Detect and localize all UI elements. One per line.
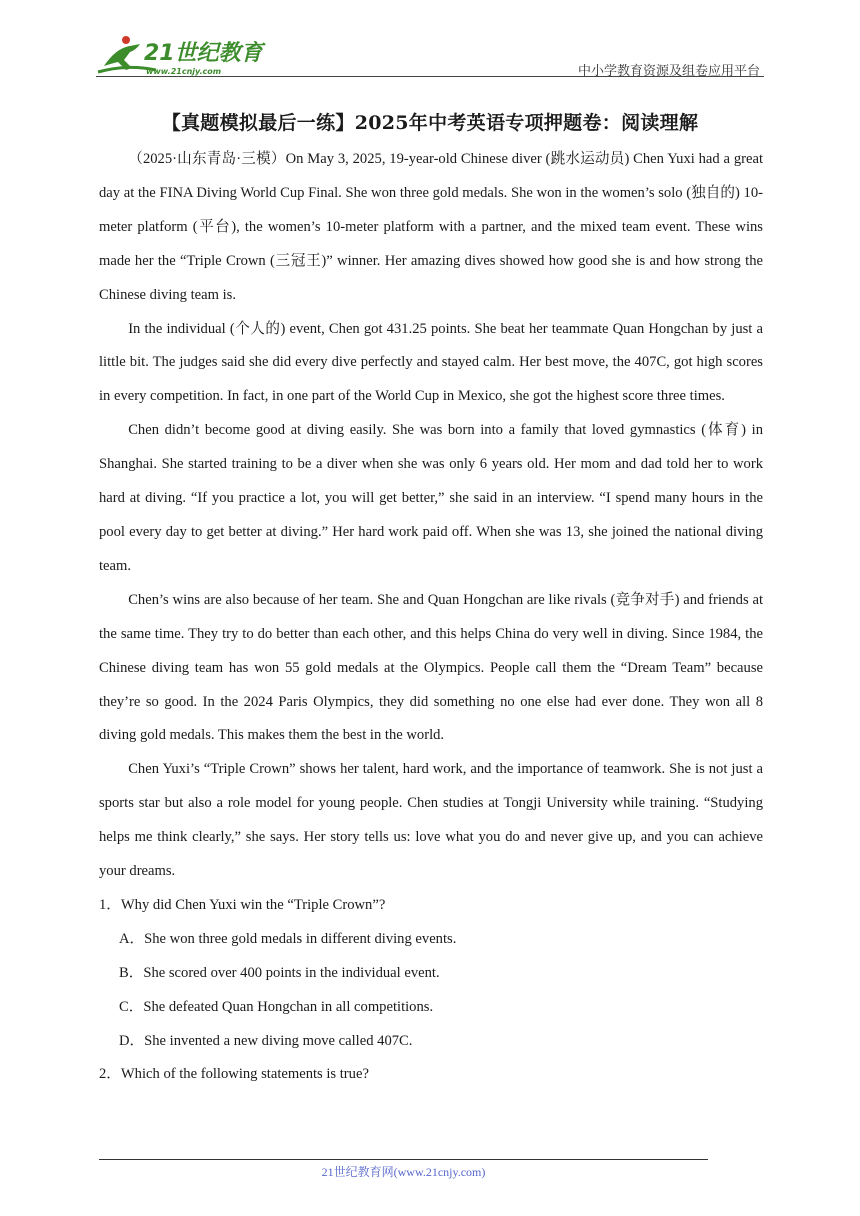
option-c[interactable]: C．She defeated Quan Hongchan in all competitions. bbox=[119, 998, 434, 1015]
site-logo[interactable] bbox=[96, 34, 266, 76]
question-1: 1．Why did Chen Yuxi win the “Triple Crown”? bbox=[99, 896, 386, 913]
header-platform-text: 中小学教育资源及组卷应用平台 bbox=[577, 64, 760, 79]
header-divider bbox=[96, 76, 764, 77]
paragraph: Chen didn’t become good at diving easily. She was born into a family that loved gymnastics (体育) in Shanghai. She started training to be a diver when she was only 6 years old. Her mom and dad told her to work hard at diving. “If you practice a lot, you will get better,” she said in an interview. “I spend many hours in the pool every day to get better at diving.” Her hard work paid off. When she was 13, she joined the national diving team. bbox=[99, 422, 763, 574]
page-footer[interactable]: 21世纪教育网(www.21cnjy.com) bbox=[321, 1165, 486, 1179]
paragraph: Chen’s wins are also because of her team. She and Quan Hongchan are like rivals (竞争对手) and friends at the same time. They try to do better than each other, and this helps China do very well in diving. Since 1984, the Chinese diving team has won 55 gold medals at the Olympics. People call them the “Dream Team” because they’re so good. In the 2024 Paris Olympics, they did something no one else had ever done. They won all 8 diving gold medals. This makes them the best in the world. bbox=[99, 591, 763, 744]
paragraph: In the individual (个人的) event, Chen got 431.25 points. She beat her teammate Quan Hongchan by just a little bit. The judges said she did every dive perfectly and stayed calm. Her best move, the 407C, got high scores in every competition. In fact, in one part of the World Cup in Mexico, she got the highest score three times. bbox=[99, 320, 763, 405]
footer-divider bbox=[99, 1159, 708, 1160]
paragraph: （2025·山东青岛·三模）On May 3, 2025, 19-year-old Chinese diver (跳水运动员) Chen Yuxi had a great day at the FINA Diving World Cup Final. She won three gold medals. She won in the women’s solo (独自的) 10-meter platform (平台), the women’s 10-meter platform with a partner, and the mixed team event. These wins made her the “Triple Crown (三冠王)” winner. Her amazing dives showed how good she is and how strong the Chinese diving team is. bbox=[99, 151, 763, 303]
page-header bbox=[96, 30, 764, 78]
logo-url: www.21cnjy.com bbox=[146, 67, 222, 76]
question-2: 2．Which of the following statements is true? bbox=[99, 1066, 369, 1083]
option-d[interactable]: D．She invented a new diving move called 407C. bbox=[119, 1032, 413, 1049]
option-a[interactable]: A．She won three gold medals in different diving events. bbox=[119, 930, 457, 947]
paragraph: Chen Yuxi’s “Triple Crown” shows her talent, hard work, and the importance of teamwork. She is not just a sports star but also a role model for young people. Chen studies at Tongji University while training. “Studying helps me think clearly,” she says. Her story tells us: love what you do and never give up, and you can achieve your dreams. bbox=[99, 761, 763, 880]
logo-wordmark: 21世纪教育 bbox=[144, 41, 263, 66]
page-title: 【真题模拟最后一练】2025年中考英语专项押题卷：阅读理解 bbox=[161, 112, 699, 134]
reading-passage bbox=[99, 143, 763, 1092]
option-b[interactable]: B．She scored over 400 points in the individual event. bbox=[119, 964, 440, 981]
